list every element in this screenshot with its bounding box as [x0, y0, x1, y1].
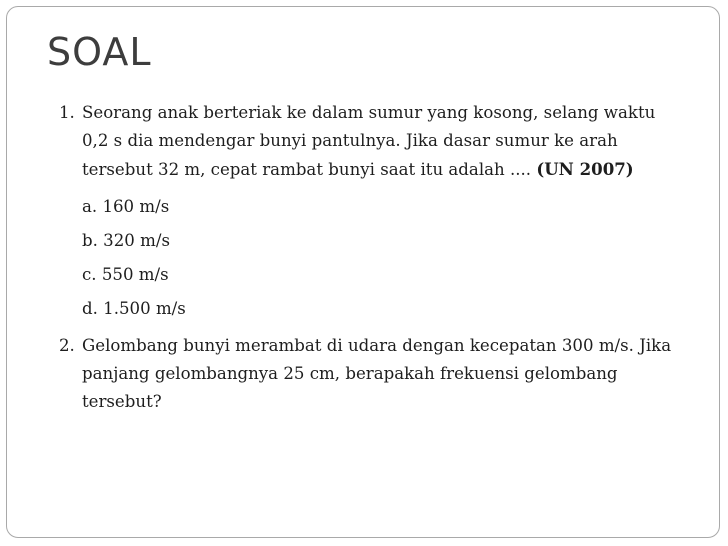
slide-frame: [6, 6, 720, 538]
option-d: d. 1.500 m/s: [82, 299, 186, 318]
slide-title: SOAL: [47, 30, 152, 74]
question-1-source: (UN 2007): [536, 159, 634, 179]
question-2-text: Gelombang bunyi merambat di udara dengan kecepatan 300 m/s. Jika panjang gelombangnya 25 cm, berapakah frekuensi gelombang tersebut?: [82, 336, 672, 411]
option-a: a. 160 m/s: [82, 197, 170, 216]
option-b: b. 320 m/s: [82, 231, 170, 250]
question-1-text: Seorang anak berteriak ke dalam sumur yang kosong, selang waktu 0,2 s dia mendengar bunyi pantulnya. Jika dasar sumur ke arah tersebut 32 m, cepat rambat bunyi saat itu adalah ....: [82, 103, 656, 179]
question-1-number: 1.: [59, 103, 75, 122]
question-1: [59, 99, 679, 184]
option-c: c. 550 m/s: [82, 265, 169, 284]
slide-content: [59, 99, 679, 416]
question-2: [59, 332, 679, 416]
question-1-options: [82, 190, 679, 326]
question-2-number: 2.: [59, 336, 75, 355]
